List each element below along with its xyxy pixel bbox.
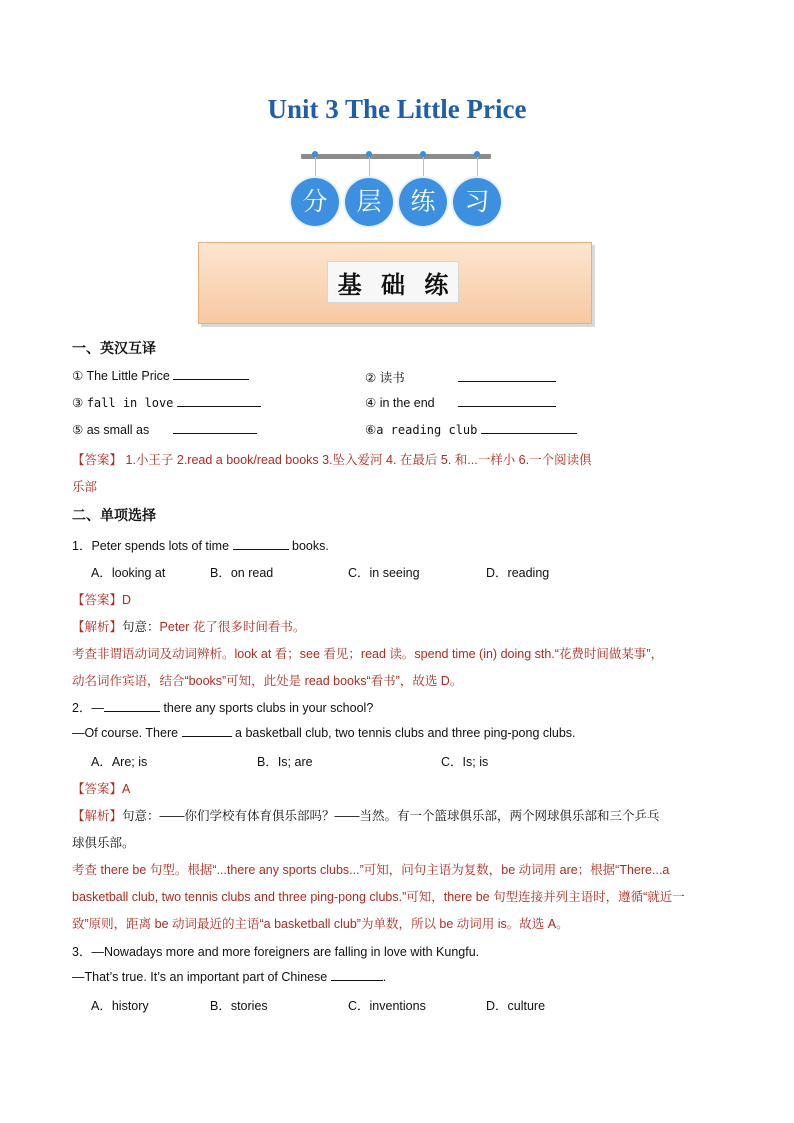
option-d[interactable]: D．culture <box>486 999 546 1013</box>
badge-circle: 习 <box>453 178 501 226</box>
stem-text: —That’s true. It’s an important part of Chinese <box>72 970 328 984</box>
question-line <box>72 725 576 740</box>
analysis-line: 考查 there be 句型。根据“...there any sports clubs...”可知，问句主语为复数，be 动词用 are；根据“There...a <box>72 863 670 877</box>
item-text: 读书 <box>379 371 405 385</box>
stem-text: 1．Peter spends lots of time <box>72 539 230 553</box>
section-heading: 一、英汉互译 <box>72 340 156 356</box>
option-d[interactable]: D．reading <box>486 566 550 580</box>
answer-blank[interactable] <box>458 370 556 382</box>
vocab-item <box>365 368 556 386</box>
answer-blank[interactable] <box>104 700 160 712</box>
answer-label: 【答案】 <box>72 593 123 607</box>
analysis-line <box>72 617 305 635</box>
analysis-line: basketball club, two tennis clubs and three ping-pong clubs.”可知，there be 句型连接并列主语时，遵循“就近一 <box>72 890 685 904</box>
page-title: Unit 3 The Little Price <box>267 94 527 124</box>
answer-value: D <box>122 593 132 607</box>
banner-char: 基 <box>337 270 362 299</box>
answer-blank[interactable] <box>182 725 232 737</box>
option-c[interactable]: C．Is; is <box>441 755 489 769</box>
badge-rail <box>301 154 491 159</box>
item-number: ⑥ <box>365 423 377 437</box>
analysis-text: Peter 花了很多时间看书。 <box>159 620 306 634</box>
item-number: ② <box>365 371 377 385</box>
badge-string <box>423 157 424 179</box>
item-number: ① <box>72 369 84 383</box>
answer-blank[interactable] <box>177 395 261 407</box>
banner-char: 练 <box>424 270 449 299</box>
option-b[interactable]: B．Is; are <box>257 755 313 769</box>
option-b[interactable]: B．stories <box>210 999 268 1013</box>
option-b[interactable]: B．on read <box>210 566 274 580</box>
option-a[interactable]: A．history <box>91 999 149 1013</box>
question-stem <box>72 536 329 554</box>
answer-line <box>72 450 592 468</box>
option-a[interactable]: A．looking at <box>91 566 166 580</box>
answer-value: A <box>122 782 131 796</box>
badge-circle: 层 <box>345 178 393 226</box>
vocab-item <box>72 395 261 410</box>
item-text: fall in love <box>86 396 174 410</box>
analysis-line <box>72 806 660 824</box>
section-heading: 二、单项选择 <box>72 507 156 523</box>
badge-circle: 练 <box>399 178 447 226</box>
analysis-label: 【解析】 <box>72 620 123 634</box>
answer-line <box>72 779 130 797</box>
vocab-item <box>72 368 249 383</box>
option-c[interactable]: C．inventions <box>348 999 426 1013</box>
item-text: The Little Price <box>86 369 170 383</box>
item-text: in the end <box>379 396 435 410</box>
answer-label: 【答案】 <box>72 782 123 796</box>
analysis-text: 句意： <box>122 620 160 634</box>
answer-line <box>72 590 131 608</box>
stem-text-end: a basketball club, two tennis clubs and three ping-pong clubs. <box>235 726 576 740</box>
vocab-item <box>365 395 556 410</box>
item-text: a reading club <box>376 423 478 437</box>
vocab-item <box>365 422 577 437</box>
stem-text-end: . <box>382 970 387 984</box>
analysis-line: 球俱乐部。 <box>72 836 135 850</box>
stem-text-end: books. <box>292 539 329 553</box>
analysis-text: 句意：——你们学校有体育俱乐部吗？——当然。有一个篮球俱乐部，两个网球俱乐部和三个乒乓 <box>122 809 660 823</box>
stem-text: —Of course. There <box>72 726 179 740</box>
answer-blank[interactable] <box>458 395 556 407</box>
badge-string <box>369 157 370 179</box>
badge-string <box>315 157 316 179</box>
answer-line-continued: 乐部 <box>72 480 98 494</box>
answer-text: 1.小王子 2.read a book/read books 3.坠入爱河 4. 在最后 5. 和...一样小 6.一个阅读俱 <box>122 453 592 467</box>
item-number: ⑤ <box>72 423 84 437</box>
analysis-label: 【解析】 <box>72 809 123 823</box>
answer-blank[interactable] <box>331 969 383 981</box>
item-number: ④ <box>365 396 377 410</box>
answer-blank[interactable] <box>173 368 249 380</box>
analysis-line: 致”原则，距离 be 动词最近的主语“a basketball club”为单数，所以 be 动词用 is。故选 A。 <box>72 917 569 931</box>
item-number: ③ <box>72 396 84 410</box>
answer-blank[interactable] <box>173 422 257 434</box>
answer-blank[interactable] <box>233 538 289 550</box>
analysis-line: 考查非谓语动词及动词辨析。look at 看；see 看见；read 读。spend time (in) doing sth.“花费时间做某事”， <box>72 647 664 661</box>
banner-char: 础 <box>380 270 405 299</box>
banner-label <box>327 261 459 303</box>
answer-label: 【答案】 <box>72 453 123 467</box>
stem-text: 2．— <box>72 701 104 715</box>
answer-blank[interactable] <box>481 422 577 434</box>
option-c[interactable]: C．in seeing <box>348 566 420 580</box>
vocab-item <box>72 422 257 437</box>
stem-text-end: there any sports clubs in your school? <box>163 701 374 715</box>
badge-string <box>477 157 478 179</box>
item-text: as small as <box>86 423 150 437</box>
question-line <box>72 969 386 984</box>
option-a[interactable]: A．Are; is <box>91 755 148 769</box>
question-stem: 3．—Nowadays more and more foreigners are falling in love with Kungfu. <box>72 945 480 959</box>
analysis-line: 动名词作宾语，结合“books”可知，此处是 read books“看书”，故选 D。 <box>72 674 463 688</box>
question-stem <box>72 698 373 716</box>
badge-circle: 分 <box>291 178 339 226</box>
